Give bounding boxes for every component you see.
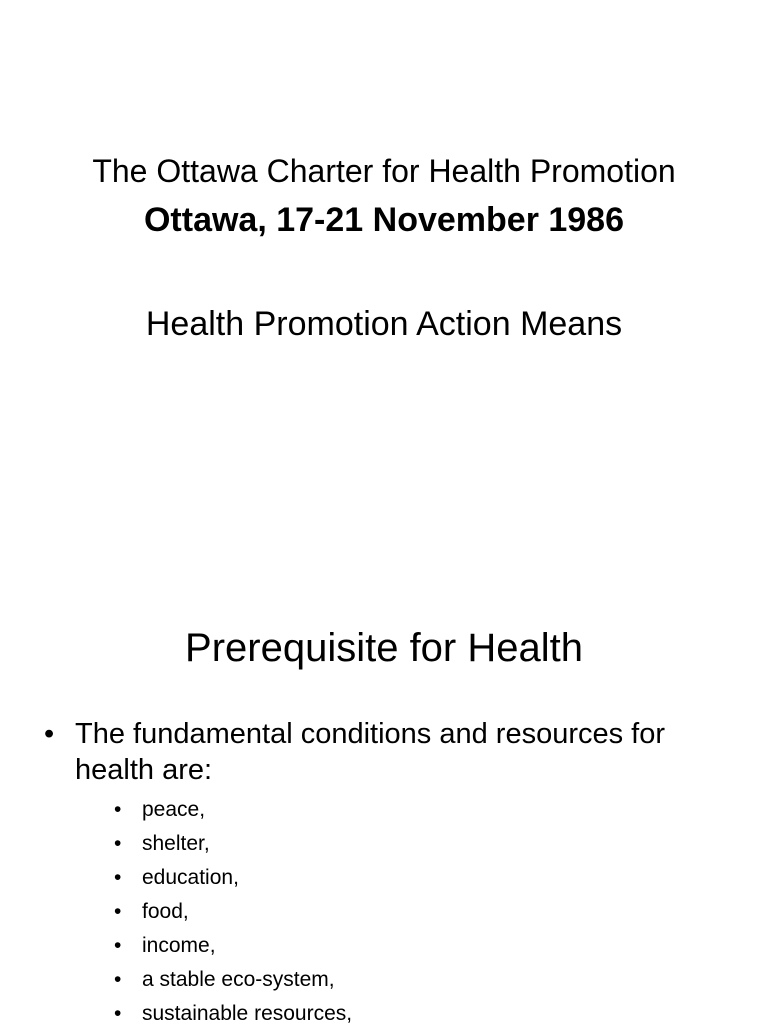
slide-title: Prerequisite for Health (185, 626, 583, 670)
bullet-icon: • (114, 968, 122, 991)
slide-heading: Health Promotion Action Means (145, 305, 623, 343)
content-slide: Prerequisite for Health • The fundamental conditions and resources for health are: • peace, • shelter, • education, • food, • income, • a stable eco-system, • sustainable resources, (0, 576, 768, 1024)
bullet-icon: • (114, 934, 122, 957)
bullet-icon: • (114, 1002, 122, 1025)
slide-title: The Ottawa Charter for Health Promotion (92, 153, 676, 189)
bullet-icon: • (114, 866, 122, 889)
bullet-icon: • (114, 900, 122, 923)
bullet-icon: • (114, 798, 122, 821)
slide-subtitle: Ottawa, 17-21 November 1986 (143, 201, 625, 239)
bullet-text: The fundamental conditions and resources for health are: (75, 718, 666, 786)
bullet-icon: • (44, 718, 55, 750)
bullet-icon: • (114, 832, 122, 855)
